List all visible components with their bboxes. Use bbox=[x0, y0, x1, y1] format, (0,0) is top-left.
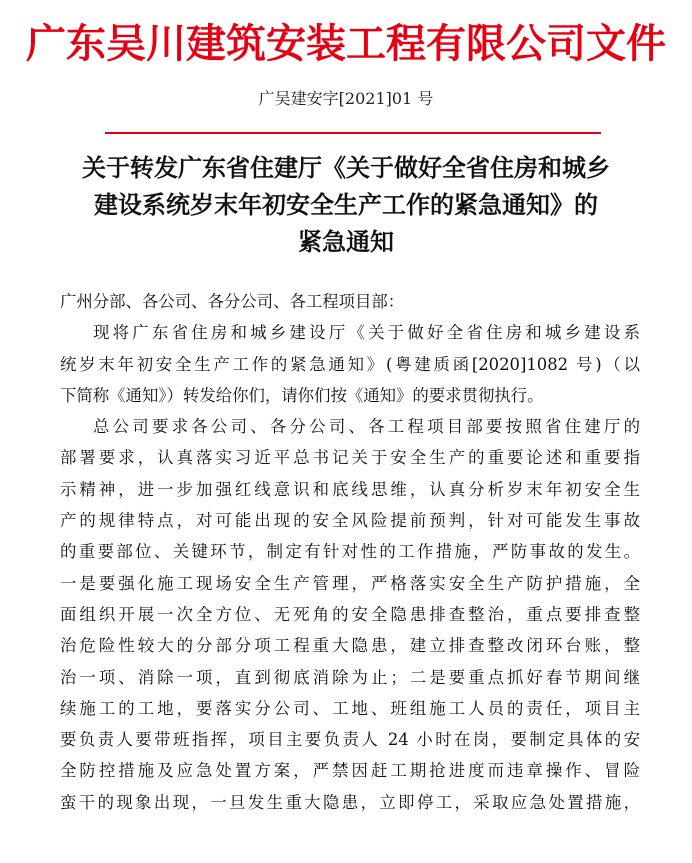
body-line: 要负责人要带班指挥，项目主要负责人 24 小时在岗，要制定具体的安 bbox=[60, 730, 640, 750]
body-line: 治一项、消除一项，直到彻底消除为止；二是要重点抓好春节期间继 bbox=[60, 667, 640, 687]
body-line: 部署要求，认真落实习近平总书记关于安全生产的重要论述和重要指 bbox=[60, 448, 640, 468]
body-line: 总公司要求各公司、各分公司、各工程项目部要按照省住建厅的 bbox=[93, 417, 640, 437]
body-line: 续施工的工地，要落实分公司、工地、班组施工人员的责任，项目主 bbox=[60, 698, 640, 718]
notice-heading-line: 关于转发广东省住建厅《关于做好全省住房和城乡 bbox=[82, 154, 610, 182]
body-line: 产的规律特点，对可能出现的安全风险提前预判，针对可能发生事故 bbox=[60, 511, 640, 531]
red-header-rule bbox=[105, 132, 601, 134]
addressee: 广州分部、各公司、各分公司、各工程项目部： bbox=[60, 292, 405, 311]
notice-heading bbox=[40, 150, 652, 261]
document-title: 广东吴川建筑安装工程有限公司文件 bbox=[26, 21, 666, 67]
body-line: 一是要强化施工现场安全生产管理，严格落实安全生产防护措施，全 bbox=[60, 573, 640, 593]
body-line: 示精神，进一步加强红线意识和底线思维，认真分析岁末年初安全生 bbox=[60, 479, 640, 499]
document-number: 广吴建安字[2021]01 号 bbox=[258, 89, 434, 108]
body-line: 统岁末年初安全生产工作的紧急通知》(粤建质函[2020]1082 号)（以 bbox=[60, 354, 640, 374]
body-line: 蛮干的现象出现，一旦发生重大隐患，立即停工，采取应急处置措施， bbox=[60, 792, 640, 812]
body-line: 的重要部位、关键环节，制定有针对性的工作措施，严防事故的发生。 bbox=[60, 542, 640, 562]
notice-heading-line: 建设系统岁末年初安全生产工作的紧急通知》的 bbox=[94, 191, 598, 219]
body-line: 全防控措施及应急处置方案，严禁因赶工期抢进度而违章操作、冒险 bbox=[60, 761, 640, 781]
body-line: 下简称《通知》）转发给你们，请你们按《通知》的要求贯彻执行。 bbox=[60, 385, 544, 405]
document-body bbox=[60, 286, 640, 818]
notice-heading-line: 紧急通知 bbox=[298, 228, 394, 256]
body-line: 面组织开展一次全方位、无死角的安全隐患排查整治，重点要排查整 bbox=[60, 604, 640, 624]
body-line: 现将广东省住房和城乡建设厅《关于做好全省住房和城乡建设系 bbox=[93, 323, 640, 343]
body-line: 治危险性较大的分部分项工程重大隐患，建立排查整改闭环台账，整 bbox=[60, 636, 640, 656]
